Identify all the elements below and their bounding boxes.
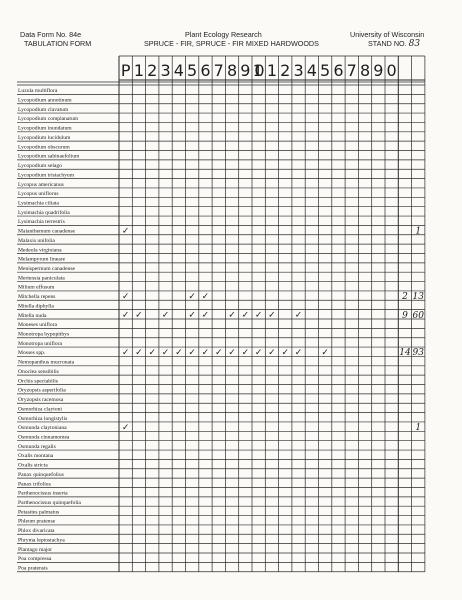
species-name: Osmunda regalis: [18, 443, 56, 450]
check-mark: ✓: [175, 348, 183, 359]
species-name: Oxalis stricta: [18, 462, 48, 469]
species-name: Mitchella repens: [18, 294, 56, 301]
column-header: 10: [252, 61, 265, 80]
species-name: Mitella nuda: [18, 312, 47, 319]
check-mark: ✓: [228, 310, 236, 321]
species-name: Parthenocissus inserta: [18, 490, 68, 497]
species-name: Orchis spectabilis: [18, 378, 58, 385]
column-header: 2: [147, 61, 158, 80]
check-mark: ✓: [188, 310, 196, 321]
species-name: Melampyrum lineare: [18, 256, 66, 263]
stand-number-label: STAND NO.: [368, 39, 407, 48]
species-name: Panax quinquefolius: [18, 471, 64, 478]
species-name: Lycopodium inundatum: [18, 125, 72, 132]
column-header: 0: [386, 61, 397, 80]
tally-value: 93: [412, 348, 424, 359]
check-mark: ✓: [135, 310, 143, 321]
species-name: Maianthemum canadense: [18, 228, 76, 235]
column-header: 6: [200, 61, 211, 80]
tally-value: 13: [412, 292, 424, 303]
column-header: P: [120, 61, 131, 80]
species-name: Poa compressa: [18, 556, 52, 563]
species-name: Lycopodium tristachyum: [18, 172, 75, 179]
species-name: Osmunda claytoniana: [18, 425, 67, 432]
check-mark: ✓: [241, 310, 250, 321]
check-mark: ✓: [121, 291, 130, 302]
species-name: Mertensia paniculata: [18, 275, 65, 282]
species-name: Oryzopsis racemosa: [18, 397, 64, 404]
column-header: 2: [280, 61, 291, 80]
column-header: 9: [373, 61, 384, 80]
column-header: 7: [213, 61, 224, 80]
check-mark: ✓: [294, 310, 303, 321]
check-mark: ✓: [135, 348, 143, 359]
check-mark: ✓: [254, 310, 263, 321]
column-header: 3: [293, 61, 304, 80]
form-type: TABULATION FORM: [24, 39, 92, 48]
check-mark: ✓: [121, 348, 130, 359]
species-name: Poa pratensis: [18, 565, 48, 572]
species-name: Lysimachia ciliata: [18, 200, 59, 207]
check-mark: ✓: [121, 422, 130, 433]
form-number: Data Form No. 84e: [20, 30, 82, 39]
column-header: 1: [133, 61, 145, 80]
stand-number-value: 83: [408, 39, 421, 49]
check-mark: ✓: [161, 348, 170, 359]
tally-value: 1: [415, 423, 422, 434]
species-name: Plantago major: [18, 546, 53, 553]
species-name: Osmorhiza claytoni: [18, 406, 62, 413]
tally-value: 2: [402, 292, 408, 303]
column-header: 5: [187, 61, 198, 80]
check-mark: ✓: [254, 348, 263, 359]
species-name: Phleum pratense: [18, 518, 56, 525]
species-name: Mosses spp.: [18, 350, 46, 357]
species-name: Monotropa hypopithys: [18, 331, 70, 338]
column-header: 4: [173, 61, 184, 80]
column-header: 4: [306, 61, 317, 80]
species-name: Oryzopsis asperifolia: [18, 387, 66, 394]
tally-value: 14: [399, 348, 411, 359]
column-header: 9: [240, 61, 251, 80]
species-name: Nemopanthus mucronata: [18, 359, 75, 366]
column-header: 3: [160, 61, 171, 80]
check-mark: ✓: [188, 291, 196, 302]
institution: University of Wisconsin: [350, 30, 425, 39]
column-headers: [121, 61, 397, 80]
species-name: Moneses uniflora: [18, 322, 57, 329]
species-name: Lycopodium lucidulum: [18, 134, 71, 141]
species-name: Monotropa uniflora: [18, 340, 62, 347]
species-name: Lycopodium obscurum: [18, 144, 70, 151]
tally-value: 9: [402, 310, 408, 321]
species-name: Lycopodium complanatum: [18, 116, 79, 123]
species-name: Medeola virginiana: [18, 247, 62, 254]
check-mark: ✓: [294, 348, 303, 359]
check-mark: ✓: [148, 348, 157, 359]
species-name: Phryma leptostachya: [18, 537, 65, 544]
species-name: Luzula multiflora: [18, 88, 58, 95]
column-header: 1: [266, 61, 278, 80]
species-name: Osmorhiza longistylis: [18, 415, 68, 422]
species-name: Petasites palmatus: [18, 509, 60, 516]
species-name: Lycopodium annotinum: [18, 97, 72, 104]
check-mark: ✓: [281, 348, 290, 359]
tally-value: 60: [412, 310, 424, 321]
tally-value: 1: [415, 226, 422, 237]
check-mark: ✓: [121, 310, 130, 321]
check-mark: ✓: [121, 226, 130, 237]
check-mark: ✓: [321, 348, 329, 359]
species-name: Lysimachia quadrifolia: [18, 209, 70, 216]
species-name: Lycopodium selago: [18, 163, 62, 170]
species-name: Phlox divaricata: [18, 528, 55, 535]
species-name: Panax trifolius: [18, 481, 51, 488]
species-name: Menispermum canadense: [18, 266, 76, 272]
check-mark: ✓: [268, 310, 276, 321]
column-header: 7: [346, 61, 357, 80]
species-name: Malaxis unifolia: [18, 237, 55, 244]
species-name: Lycopus uniflorus: [18, 191, 59, 198]
check-mark: ✓: [188, 348, 196, 359]
check-mark: ✓: [201, 291, 210, 302]
column-header: 6: [333, 61, 344, 80]
species-name: Onoclea sensibilis: [18, 368, 59, 375]
check-mark: ✓: [214, 348, 223, 359]
species-name: Lysimachia terrestris: [18, 219, 65, 226]
column-header: 8: [359, 61, 371, 80]
column-header: 8: [226, 61, 238, 80]
species-name: Lycopodium sabinaefolium: [18, 153, 80, 160]
form-title: Plant Ecology Research: [185, 30, 262, 39]
species-name: Lycopodium clavatum: [18, 106, 69, 113]
check-mark: ✓: [161, 310, 170, 321]
column-header: 5: [320, 61, 331, 80]
check-mark: ✓: [268, 348, 276, 359]
check-mark: ✓: [201, 310, 210, 321]
species-name: Oxalis montana: [18, 453, 54, 460]
check-mark: ✓: [201, 348, 210, 359]
check-mark: ✓: [228, 348, 236, 359]
form-subtitle: SPRUCE - FIR, SPRUCE - FIR MIXED HARDWOODS: [144, 39, 319, 48]
species-name: Mitella diphylla: [18, 303, 54, 310]
species-name: Parthenocissus quinquefolia: [18, 500, 81, 506]
check-mark: ✓: [241, 348, 250, 359]
species-name: Osmunda cinnamomea: [18, 434, 70, 441]
species-name: Milium effusum: [18, 284, 55, 291]
grid-lines: [17, 56, 425, 572]
species-name: Lycopus americanus: [18, 181, 64, 188]
